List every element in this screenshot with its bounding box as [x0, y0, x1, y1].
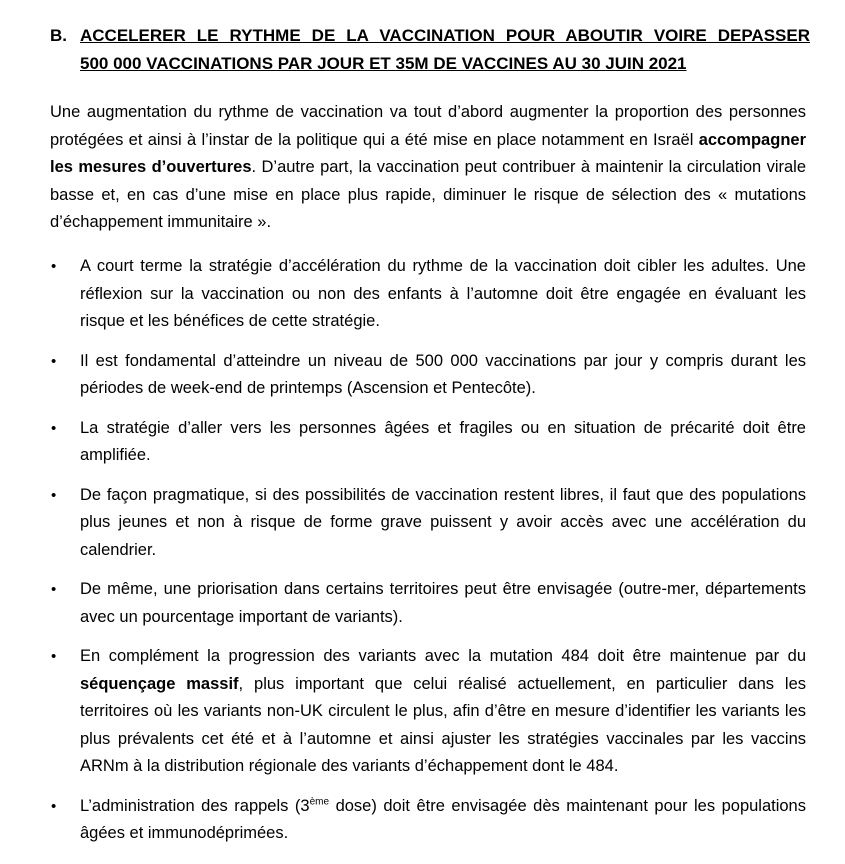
bullet-list [50, 253, 806, 848]
list-item-text: Il est fondamental d’atteindre un niveau de 500 000 vaccinations par jour y compris durant les périodes de week-end de printemps (Ascension et Pentecôte). [80, 351, 806, 397]
list-item-bold-text: séquençage massif [80, 674, 239, 693]
ordinal-superscript: ème [309, 796, 330, 807]
section-title [80, 22, 810, 78]
intro-text-before: Une augmentation du rythme de vaccination va tout d’abord augmenter la proportion des personnes protégées et ainsi à l’instar de la politique qui a été mise en place notamment en Israël [50, 103, 806, 149]
bullet-icon: • [51, 648, 57, 665]
section-heading [50, 22, 810, 78]
list-item [50, 793, 806, 848]
list-item-text: A court terme la stratégie d’accélération du rythme de la vaccination doit cibler les adultes. Une réflexion sur la vaccination ou non des enfants à l’automne doit être engagée en évaluant les risque et les bénéfices de cette stratégie. [80, 257, 806, 330]
list-item [50, 348, 806, 403]
list-item-text: De façon pragmatique, si des possibilités de vaccination restent libres, il faut que des populations plus jeunes et non à risque de forme grave puissent y avoir accès avec une accélération du calendrier. [80, 485, 806, 559]
list-item [50, 482, 806, 565]
list-item-text-after: dose) doit être envisagée dès maintenant pour les populations âgées et immunodéprimées. [80, 796, 806, 842]
list-item [50, 253, 806, 336]
bullet-icon: • [51, 486, 57, 504]
list-item [50, 576, 806, 631]
bullet-icon: • [51, 352, 57, 370]
intro-paragraph [50, 99, 806, 237]
bullet-icon: • [51, 581, 57, 598]
list-item-text-after: , plus important que celui réalisé actuellement, en particulier dans les territoires où les variants non-UK circulent le plus, afin d’être en mesure d’identifier les variants les plus prévalents cet été et à l’automne et ainsi ajuster les stratégies vaccinales par les vaccins ARNm à la distribution régionale des variants d’échappement dont le 484. [80, 674, 806, 775]
bullet-icon: • [51, 419, 57, 437]
list-item-text: La stratégie d’aller vers les personnes âgées et fragiles ou en situation de précarité doit être amplifiée. [80, 418, 806, 464]
section-title-line-2: 500 000 VACCINATIONS PAR JOUR ET 35M DE VACCINES AU 30 JUIN 2021 [80, 54, 687, 73]
list-item-text-before: En complément la progression des variants avec la mutation 484 doit être maintenue par du [80, 647, 806, 665]
list-item [50, 415, 806, 470]
list-item-text: De même, une priorisation dans certains territoires peut être envisagée (outre-mer, départements avec un pourcentage important de variants). [80, 580, 806, 626]
list-item-text-before: L’administration des rappels (3 [80, 796, 310, 815]
list-item [50, 643, 806, 781]
intro-text-after: . D’autre part, la vaccination peut contribuer à maintenir la circulation virale basse et, en cas d’une mise en place plus rapide, diminuer le risque de sélection des « mutations d’échappement immunitaire ». [50, 158, 806, 231]
intro-bold-text: accompagner les mesures d’ouvertures [50, 130, 806, 176]
section-letter: B. [50, 26, 67, 45]
bullet-icon: • [51, 797, 57, 815]
section-title-line-1: ACCELERER LE RYTHME DE LA VACCINATION POUR ABOUTIR VOIRE DEPASSER [80, 26, 810, 45]
bullet-icon: • [51, 258, 57, 275]
